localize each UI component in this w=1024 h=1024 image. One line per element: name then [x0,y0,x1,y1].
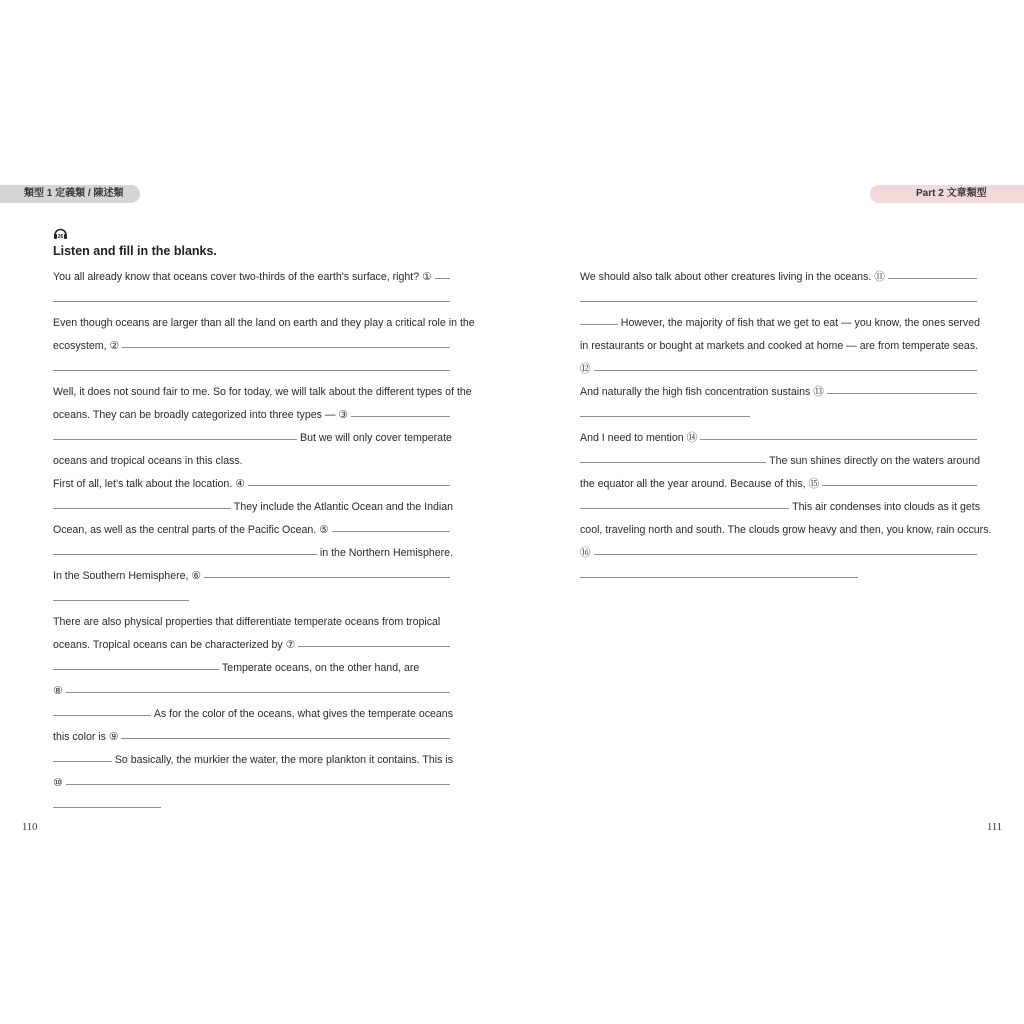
text-line: Ocean, as well as the central parts of the Pacific Ocean. ⑤ [53,519,453,542]
text-line: oceans and tropical oceans in this class. [53,455,243,467]
text-line: in the Northern Hemisphere. [53,542,453,565]
answer-line [53,289,453,312]
text-line: This air condenses into clouds as it gets [580,496,980,519]
left-page-text [53,266,475,818]
instruction-heading: Listen and fill in the blanks. [53,244,217,258]
text-line: We should also talk about other creatures living in the oceans. ⑪ [580,266,980,289]
text-line: In the Southern Hemisphere, ⑥ [53,565,453,588]
text-line: They include the Atlantic Ocean and the Indian [53,496,453,519]
text-line: cool, traveling north and south. The clouds grow heavy and then, you know, rain occurs. [580,524,992,536]
chapter-tab: 類型 1 定義類 / 陳述類 [0,185,140,203]
text-line: Well, it does not sound fair to me. So for today, we will talk about the different types of the [53,386,472,398]
text-line: As for the color of the oceans, what gives the temperate oceans [53,703,453,726]
answer-line [53,588,453,611]
text-line: the equator all the year around. Because of this, ⑮ [580,473,980,496]
text-line: And I need to mention ⑭ [580,427,980,450]
text-line: Temperate oceans, on the other hand, are [53,657,453,680]
answer-line [580,404,980,427]
text-line: Even though oceans are larger than all the land on earth and they play a critical role in the [53,317,475,329]
text-line: this color is ⑨ [53,726,453,749]
text-line: There are also physical properties that differentiate temperate oceans from tropical [53,616,441,628]
answer-line [580,289,980,312]
text-line: You all already know that oceans cover two-thirds of the earth's surface, right? ① [53,266,453,289]
text-line: But we will only cover temperate [53,427,453,450]
text-line: ⑩ [53,772,453,795]
text-line: ⑧ [53,680,453,703]
text-line: ecosystem, ② [53,335,453,358]
text-line: ⑯ [580,542,980,565]
text-line: And naturally the high fish concentration sustains ⑬ [580,381,980,404]
text-line: ⑫ [580,358,980,381]
audio-track-number: 26 [57,234,64,240]
text-line: So basically, the murkier the water, the more plankton it contains. This is [53,749,453,772]
right-page-text [580,266,992,588]
text-line: First of all, let's talk about the location. ④ [53,473,453,496]
page-number-left: 110 [22,822,38,833]
audio-track-icon [53,226,68,240]
text-line: oceans. Tropical oceans can be characterized by ⑦ [53,634,453,657]
text-line: in restaurants or bought at markets and cooked at home — are from temperate seas. [580,340,979,352]
text-line: The sun shines directly on the waters around [580,450,980,473]
answer-line [53,795,453,818]
part-tab: Part 2 文章類型 [870,185,1024,203]
text-line: oceans. They can be broadly categorized into three types — ③ [53,404,453,427]
text-line: However, the majority of fish that we get to eat — you know, the ones served [580,312,980,335]
answer-line [580,565,980,588]
answer-line [53,358,453,381]
page-number-right: 111 [987,822,1002,833]
